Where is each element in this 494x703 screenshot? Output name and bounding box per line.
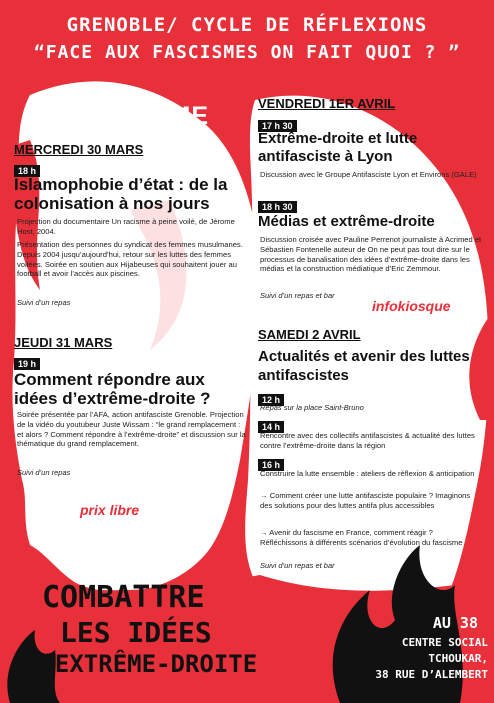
day-vendredi: VENDREDI 1ER AVRIL — [258, 96, 396, 111]
bottom-title-line2: LES IDÉES — [60, 616, 212, 649]
header-line1: GRENOBLE/ CYCLE DE RÉFLEXIONS — [66, 14, 428, 36]
time-label: 16 h — [258, 459, 284, 471]
event-desc-samedi-1: Repas sur la place Saint-Bruno — [260, 403, 364, 412]
programme-title: PROGRAMME — [32, 102, 210, 130]
day-mercredi: MERCREDI 30 MARS — [14, 142, 144, 157]
infokiosque-label: infokiosque — [372, 298, 451, 314]
time-label: 18 h 30 — [258, 201, 297, 213]
time-label: 18 h — [14, 165, 40, 177]
event-title-mercredi: Islamophobie d’état : de la colonisation à nos jours — [14, 175, 228, 213]
bottom-title-line3: D’EXTRÊME-DROITE — [26, 650, 258, 678]
event-title-jeudi: Comment répondre aux idées d’extrême-droite ? — [14, 370, 211, 408]
event-desc-mercredi-2: Présentation des personnes du syndicat des femmes musulmanes. Depuis 2004 jusqu’aujourd’hui, retour sur les luttes des femmes voilées. Soirée en soutien aux Hijabeuses qui souhaitent jouer au football et avoir l’accès aux piscines. — [17, 240, 243, 279]
event-title-vendredi-2: Médias et extrême-droite — [258, 213, 435, 230]
event-note-mercredi: Suivi d’un repas — [17, 298, 71, 307]
event-note-jeudi: Suivi d’un repas — [17, 468, 71, 477]
day-samedi: SAMEDI 2 AVRIL — [258, 327, 361, 342]
event-desc-jeudi: Soirée présentée par l’AFA, action antifasciste Grenoble. Projection de la vidéo du youtubeur Juste Wissam : “le grand remplacement : et alors ? Comment répondre à l’extrême-droite” et discussion sur la thématique du grand remplacement. — [17, 410, 246, 449]
event-desc-samedi-5: → Avenir du fascisme en France, comment réagir ? Réfléchissons à différents scénarios d’évolution du fascisme — [260, 528, 463, 547]
day-jeudi: JEUDI 31 MARS — [14, 335, 113, 350]
venue-line4: 38 RUE D’ALEMBERT — [375, 668, 488, 681]
event-desc-samedi-3: Construire la lutte ensemble : ateliers de réflexion & anticipation — [260, 469, 475, 478]
venue-line2: CENTRE SOCIAL — [401, 636, 488, 649]
time-label: 12 h — [258, 394, 284, 406]
event-title-vendredi-1: Extrême-droite et lutte antifasciste à Lyon — [258, 130, 418, 165]
event-note-vendredi: Suivi d’un repas et bar — [260, 291, 335, 300]
venue-line1: AU 38 — [432, 614, 478, 632]
prix-libre-label: prix libre — [80, 502, 140, 518]
event-desc-vendredi-1: Discussion avec le Groupe Antifasciste Lyon et Environs (GALE) — [260, 170, 477, 179]
event-title-samedi: Actualités et avenir des luttes antifascistes — [258, 348, 470, 384]
event-desc-samedi-4: → Comment créer une lutte antifasciste populaire ? Imaginons des solutions pour des luttes antifa plus accessibles — [260, 491, 471, 510]
bottom-title-line1: COMBATTRE — [42, 580, 205, 615]
venue-line3: TCHOUKAR, — [428, 652, 488, 665]
event-note-samedi: Suivi d’un repas et bar — [260, 561, 335, 570]
event-desc-samedi-2: Rencontre avec des collectifs antifascistes & actualité des luttes contre l’extrême-droite dans la région — [260, 431, 475, 450]
event-desc-vendredi-2: Discussion croisée avec Pauline Perrenot journaliste à Acrimed et Sébastien Fontenelle auteur de On ne peut pas tout dire sur le processus de banalisation des idées d’extrême-droite dans les médias et la construction médiatique d’Eric Zemmour. — [260, 235, 482, 274]
header-line2: “FACE AUX FASCISMES ON FAIT QUOI ? ” — [33, 42, 461, 63]
time-label: 19 h — [14, 358, 40, 370]
time-label: 17 h 30 — [258, 120, 297, 132]
event-desc-mercredi-1: Projection du documentaire Un racisme à peine voilé, de Jérome Host, 2004. — [17, 217, 235, 236]
time-label: 14 h — [258, 421, 284, 433]
